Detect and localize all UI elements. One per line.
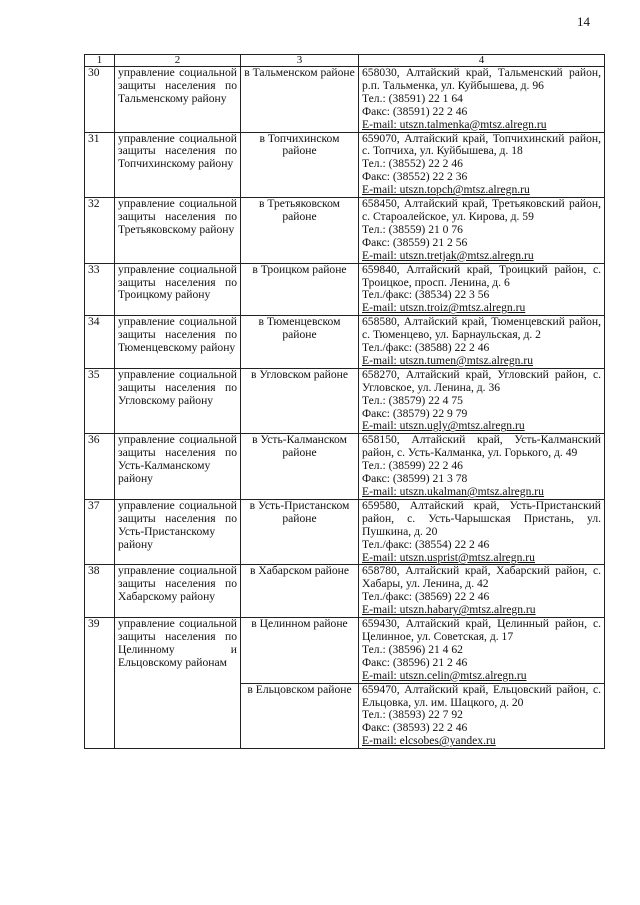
organization-name: управление социальной защиты населения по Топчихинскому району	[115, 132, 241, 198]
email-address: E-mail: utszn.tumen@mtsz.alregn.ru	[362, 353, 534, 367]
contact-line: 659840, Алтайский край, Троицкий район, с. Троицкое, просп. Ленина, д. 6	[362, 262, 601, 289]
table-row	[85, 67, 605, 133]
organization-name: управление социальной защиты населения по Хабарскому району	[115, 565, 241, 618]
column-header-organization: 2	[115, 55, 241, 67]
contact-info	[359, 132, 605, 198]
table-row	[85, 198, 605, 264]
row-number: 34	[85, 316, 115, 369]
table-row	[85, 499, 605, 565]
contact-info	[359, 565, 605, 618]
contact-info	[359, 434, 605, 500]
contact-info	[359, 67, 605, 133]
contact-line: 658270, Алтайский край, Угловский район, с. Угловское, ул. Ленина, д. 36	[362, 367, 601, 394]
organization-name: управление социальной защиты населения по Усть-Пристанскому району	[115, 499, 241, 565]
directory-table	[84, 54, 605, 749]
table-row	[85, 316, 605, 369]
row-number: 39	[85, 618, 115, 749]
contact-line: Факс: (38559) 21 2 56	[362, 235, 468, 249]
table-row	[85, 132, 605, 198]
district-name: в Троицком районе	[241, 263, 359, 316]
column-header-number: 1	[85, 55, 115, 67]
contact-line: Факс: (38599) 21 3 78	[362, 472, 468, 486]
table-row	[85, 565, 605, 618]
contact-line: 658580, Алтайский край, Тюменцевский район, с. Тюменцево, ул. Барнаульская, д. 2	[362, 315, 601, 342]
contact-info	[359, 683, 605, 749]
district-name: в Тюменцевском районе	[241, 316, 359, 369]
row-number: 37	[85, 499, 115, 565]
contact-info	[359, 618, 605, 684]
contact-line: 659580, Алтайский край, Усть-Пристанский район, с. Усть-Чарышская Пристань, ул. Пушкина, д. 20	[362, 498, 601, 538]
district-name: в Целинном районе	[241, 618, 359, 684]
contact-line: 658780, Алтайский край, Хабарский район, с. Хабары, ул. Ленина, д. 42	[362, 564, 601, 591]
organization-name: управление социальной защиты населения по Угловскому району	[115, 368, 241, 434]
row-number: 31	[85, 132, 115, 198]
table-row	[85, 263, 605, 316]
table-body	[85, 55, 605, 749]
contact-line: Тел./факс: (38588) 22 2 46	[362, 341, 490, 355]
contact-line: Тел.: (38593) 22 7 92	[362, 708, 463, 722]
contact-line: Тел.: (38559) 21 0 76	[362, 222, 463, 236]
contact-line: 659430, Алтайский край, Целинный район, с. Целинное, ул. Советская, д. 17	[362, 617, 601, 643]
contact-line: Факс: (38579) 22 9 79	[362, 406, 468, 420]
contact-line: 658450, Алтайский край, Третьяковский район, с. Староалейское, ул. Кирова, д. 59	[362, 197, 601, 223]
organization-name: управление социальной защиты населения по Троицкому району	[115, 263, 241, 316]
contact-line: 658150, Алтайский край, Усть-Калманский район, с. Усть-Калманка, ул. Горького, д. 49	[362, 433, 601, 460]
organization-name: управление социальной защиты населения по Тальменскому району	[115, 67, 241, 133]
contact-line: Факс: (38596) 21 2 46	[362, 655, 468, 669]
contact-line: Тел.: (38579) 22 4 75	[362, 393, 463, 407]
email-address: E-mail: utszn.talmenka@mtsz.alregn.ru	[362, 117, 547, 131]
row-number: 36	[85, 434, 115, 500]
row-number: 38	[85, 565, 115, 618]
contact-info	[359, 198, 605, 264]
contact-line: 659070, Алтайский край, Топчихинский район, с. Топчиха, ул. Куйбышева, д. 18	[362, 131, 601, 158]
email-address: E-mail: utszn.topch@mtsz.alregn.ru	[362, 183, 530, 197]
district-name: в Ельцовском районе	[241, 683, 359, 749]
district-name: в Хабарском районе	[241, 565, 359, 618]
row-number: 30	[85, 67, 115, 133]
contact-line: Факс: (38593) 22 2 46	[362, 721, 468, 735]
table-row	[85, 434, 605, 500]
contact-line: Тел.: (38599) 22 2 46	[362, 459, 463, 473]
organization-name: управление социальной защиты населения по Целинному и Ельцовскому районам	[115, 618, 241, 749]
contact-info	[359, 499, 605, 565]
email-address: E-mail: utszn.ukalman@mtsz.alregn.ru	[362, 485, 544, 498]
contact-line: 659470, Алтайский край, Ельцовский район, с. Ельцовка, ул. им. Шацкого, д. 20	[362, 682, 601, 709]
district-name: в Тальменском районе	[241, 67, 359, 133]
table-header-row	[85, 55, 605, 67]
page-number: 14	[577, 14, 590, 29]
contact-info	[359, 263, 605, 316]
column-header-contacts: 4	[359, 55, 605, 67]
row-number: 33	[85, 263, 115, 316]
contact-line: Тел.: (38596) 21 4 62	[362, 642, 463, 656]
email-address: E-mail: utszn.troiz@mtsz.alregn.ru	[362, 301, 526, 315]
district-name: в Третьяковском районе	[241, 198, 359, 264]
contact-line: Тел.: (38552) 22 2 46	[362, 157, 463, 171]
email-address: E-mail: utszn.usprist@mtsz.alregn.ru	[362, 550, 535, 564]
email-address: E-mail: utszn.celin@mtsz.alregn.ru	[362, 668, 527, 682]
row-number: 35	[85, 368, 115, 434]
contact-line: 658030, Алтайский край, Тальменский район, р.п. Тальменка, ул. Куйбышева, д. 96	[362, 66, 601, 92]
email-address: E-mail: utszn.habary@mtsz.alregn.ru	[362, 603, 536, 617]
contact-line: Тел./факс: (38534) 22 3 56	[362, 288, 490, 302]
contact-line: Тел./факс: (38554) 22 2 46	[362, 537, 490, 551]
district-name: в Топчихинском районе	[241, 132, 359, 198]
email-address: E-mail: elcsobes@yandex.ru	[362, 734, 496, 748]
contact-line: Факс: (38591) 22 2 46	[362, 104, 468, 118]
contact-line: Тел.: (38591) 22 1 64	[362, 91, 463, 105]
table-row	[85, 368, 605, 434]
contact-line: Тел./факс: (38569) 22 2 46	[362, 590, 490, 604]
district-name: в Угловском районе	[241, 368, 359, 434]
email-address: E-mail: utszn.ugly@mtsz.alregn.ru	[362, 419, 525, 433]
email-address: E-mail: utszn.tretjak@mtsz.alregn.ru	[362, 248, 534, 262]
district-name: в Усть-Пристанском районе	[241, 499, 359, 565]
table-row	[85, 618, 605, 684]
contact-info	[359, 368, 605, 434]
organization-name: управление социальной защиты населения по Усть-Калманскому району	[115, 434, 241, 500]
organization-name: управление социальной защиты населения по Тюменцевскому району	[115, 316, 241, 369]
organization-name: управление социальной защиты населения по Третьяковскому району	[115, 198, 241, 264]
contact-line: Факс: (38552) 22 2 36	[362, 170, 468, 184]
column-header-district: 3	[241, 55, 359, 67]
contact-info	[359, 316, 605, 369]
district-name: в Усть-Калманском районе	[241, 434, 359, 500]
row-number: 32	[85, 198, 115, 264]
